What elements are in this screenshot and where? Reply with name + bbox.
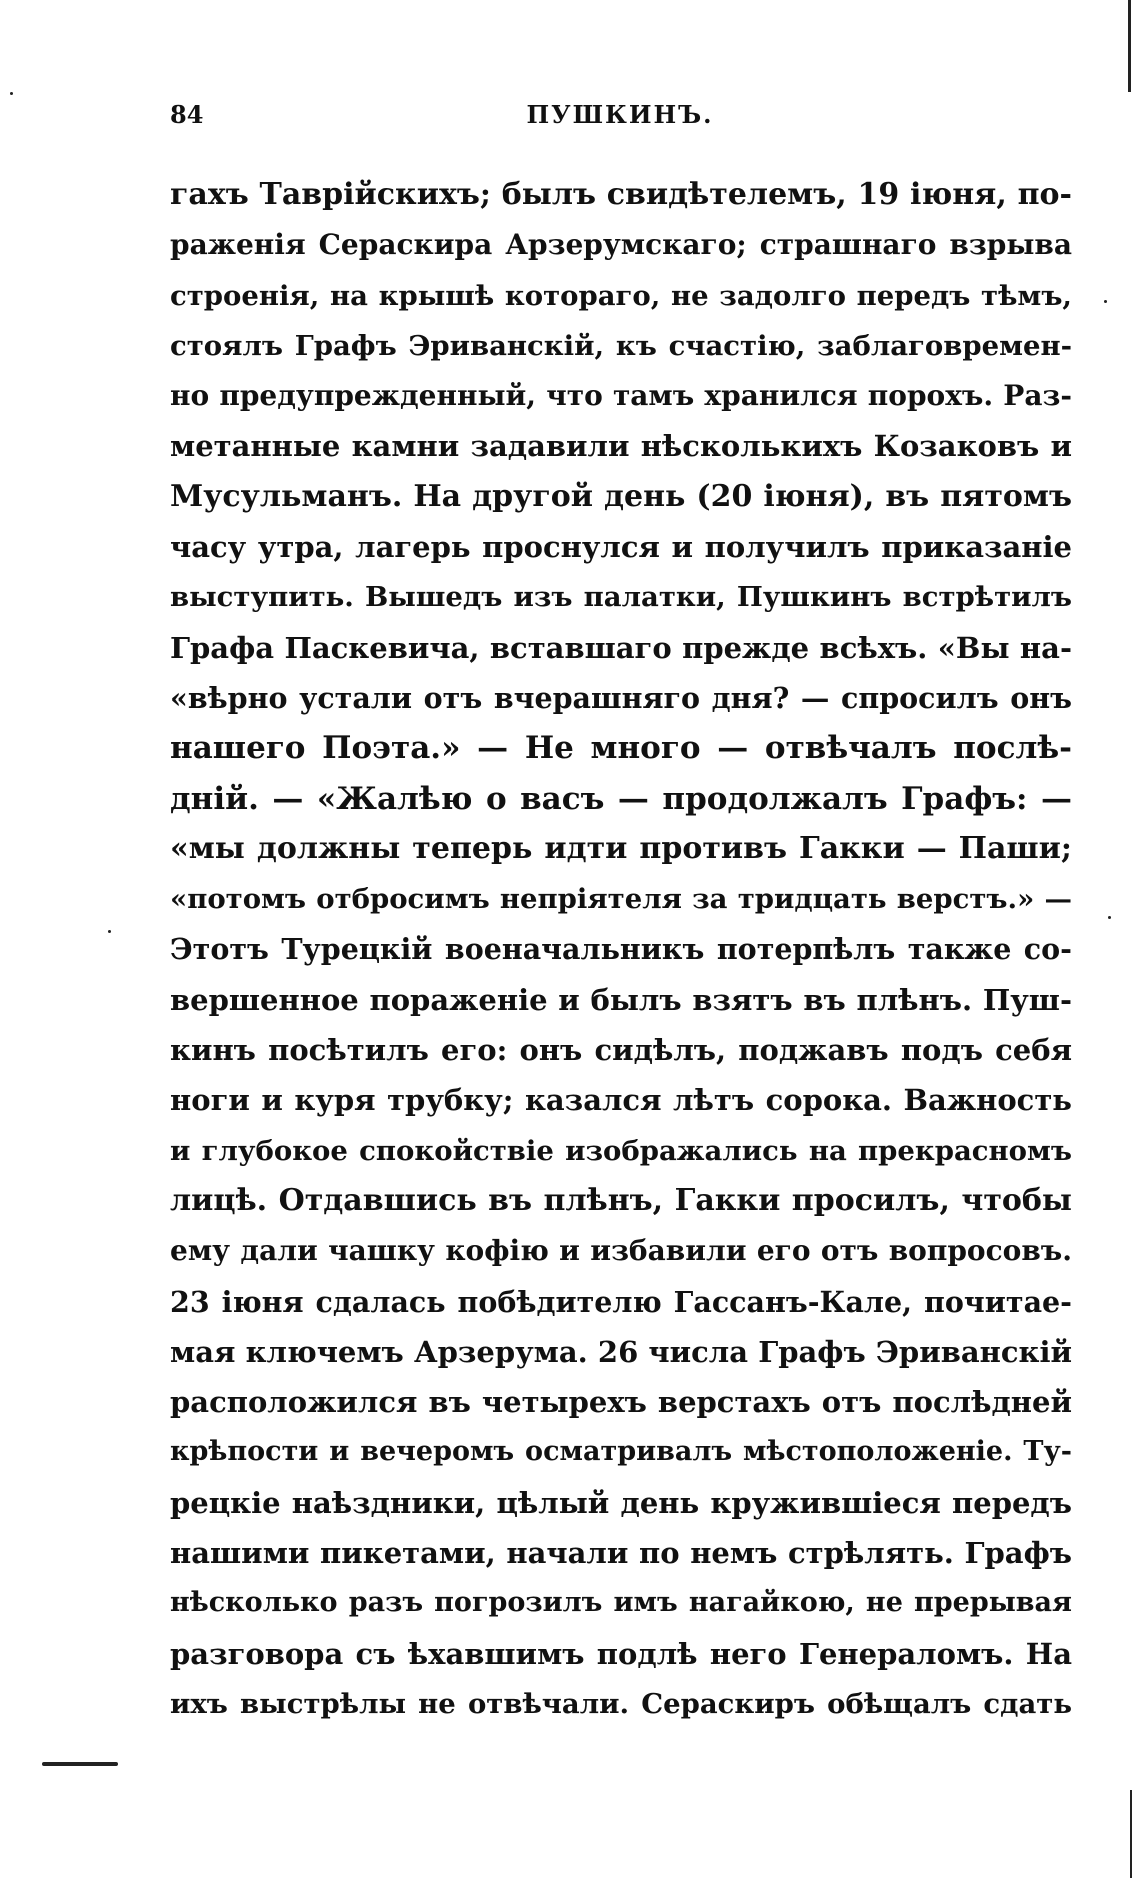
ink-speck — [1108, 916, 1111, 919]
text-line: Графа Паскевича, вставшаго прежде всѣхъ. «Вы на- — [170, 630, 1072, 665]
text-line: нѣсколько разъ погрозилъ имъ нагайкою, не прерывая — [170, 1587, 1072, 1619]
text-line: разговора съ ѣхавшимъ подлѣ него Генераломъ. На — [170, 1636, 1072, 1671]
page-header — [170, 100, 1070, 140]
text-line: нашего Поэта.» — Не много — отвѣчалъ послѣ- — [170, 730, 1072, 767]
text-line: крѣпости и вечеромъ осматривалъ мѣстоположеніе. Ту- — [170, 1436, 1072, 1468]
text-line: нашими пикетами, начали по немъ стрѣлять. Графъ — [170, 1536, 1072, 1571]
text-line: 23 іюня сдалась побѣдителю Гассанъ-Кале, почитае- — [170, 1284, 1072, 1319]
text-line: стоялъ Графъ Эриванскій, къ счастію, заблаговремен- — [170, 329, 1072, 362]
text-line: лицѣ. Отдавшись въ плѣнъ, Гакки просилъ, чтобы — [170, 1182, 1072, 1218]
text-line: и глубокое спокойствіе изображались на прекрасномъ — [170, 1134, 1072, 1167]
text-line: «вѣрно устали отъ вчерашняго дня? — спросилъ онъ — [170, 680, 1072, 715]
ink-speck — [108, 930, 111, 933]
text-line: расположился въ четырехъ верстахъ отъ послѣдней — [170, 1385, 1072, 1420]
running-title: ПУШКИНЪ. — [526, 100, 714, 129]
text-line: гахъ Таврійскихъ; былъ свидѣтелемъ, 19 іюня, по- — [170, 177, 1072, 212]
text-line: рецкіе наѣздники, цѣлый день кружившіеся передъ — [170, 1485, 1072, 1520]
ink-speck — [1104, 300, 1107, 303]
text-line: Мусульманъ. На другой день (20 іюня), въ пятомъ — [170, 478, 1072, 514]
text-line: Этотъ Турецкій военачальникъ потерпѣлъ также со- — [170, 932, 1072, 967]
page-number: 84 — [170, 100, 204, 129]
page-edge-shadow — [1128, 0, 1131, 92]
text-line: «потомъ отбросимъ непріятеля за тридцать верстъ.» — — [170, 883, 1072, 916]
ink-speck — [10, 92, 13, 95]
ink-smudge — [42, 1762, 118, 1766]
page-edge-shadow-bottom — [1130, 1790, 1132, 1878]
text-line: дній. — «Жалѣю о васъ — продолжалъ Графъ: — — [170, 780, 1072, 817]
text-line: вершенное пораженіе и былъ взятъ въ плѣнъ. Пуш- — [170, 982, 1072, 1017]
text-line: строенія, на крышѣ котораго, не задолго передъ тѣмъ, — [170, 279, 1072, 312]
text-line: ноги и куря трубку; казался лѣтъ сорока. Важность — [170, 1083, 1072, 1118]
text-line: раженія Сераскира Арзерумскаго; страшнаго взрыва — [170, 228, 1072, 262]
text-line: «мы должны теперь идти противъ Гакки — Паши; — [170, 830, 1072, 866]
text-line: но предупрежденный, что тамъ хранился порохъ. Раз- — [170, 379, 1072, 413]
text-line: метанные камни задавили нѣсколькихъ Козаковъ и — [170, 429, 1072, 464]
text-line: кинъ посѣтилъ его: онъ сидѣлъ, поджавъ подъ себя — [170, 1033, 1072, 1068]
body-text — [170, 170, 1072, 1729]
text-line: ему дали чашку кофію и избавили его отъ вопросовъ. — [170, 1234, 1072, 1268]
text-line: часу утра, лагерь проснулся и получилъ приказаніе — [170, 530, 1072, 565]
text-line: выступить. Вышедъ изъ палатки, Пушкинъ встрѣтилъ — [170, 581, 1072, 614]
text-line: ихъ выстрѣлы не отвѣчали. Сераскиръ обѣщалъ сдать — [170, 1687, 1072, 1720]
text-line: мая ключемъ Арзерума. 26 числа Графъ Эриванскій — [170, 1334, 1072, 1369]
